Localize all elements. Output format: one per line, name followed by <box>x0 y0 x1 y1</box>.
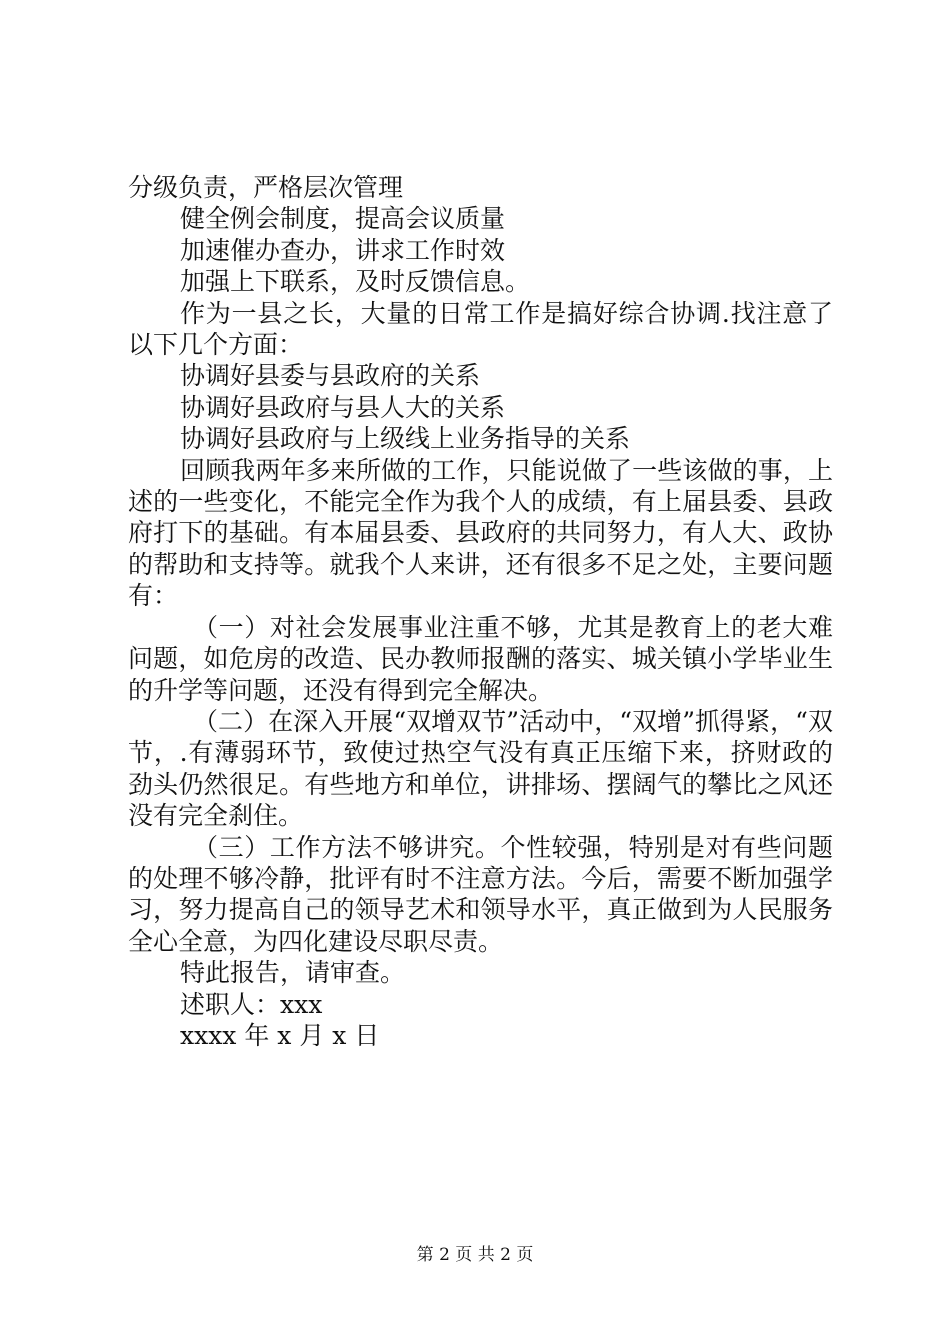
coordination-paragraph: 作为一县之长，大量的日常工作是搞好综合协调.找注意了以下几个方面： <box>128 298 833 360</box>
problem-paragraph-2: （二）在深入开展“双增双节”活动中，“双增”抓得紧，“双节，.有薄弱环节，致使过热空气没有真正压缩下来，挤财政的劲头仍然很足。有些地方和单位，讲排场、摆阔气的攀比之风还没有完全刹住。 <box>128 706 833 831</box>
closing-line: 特此报告，请审查。 <box>180 958 406 988</box>
problem-paragraph-3: （三）工作方法不够讲究。个性较强，特别是对有些问题的处理不够冷静，批评有时不注意方法。今后，需要不断加强学习，努力提高自己的领导艺术和领导水平，真正做到为人民服务全心全意，为四化建设尽职尽责。 <box>128 832 833 956</box>
document-body <box>128 172 833 1051</box>
date-line: xxxx 年 x 月 x 日 <box>180 1020 380 1050</box>
management-line-3: 加速催办查办，讲求工作时效 <box>180 235 506 265</box>
management-line-2: 健全例会制度，提高会议质量 <box>180 204 506 234</box>
coordination-item-2: 协调好县政府与县人大的关系 <box>180 392 506 422</box>
management-line-4: 加强上下联系，及时反馈信息。 <box>180 267 531 297</box>
coordination-item-3: 协调好县政府与上级线上业务指导的关系 <box>180 424 631 454</box>
page-footer: 第 2 页 共 2 页 <box>416 1245 534 1265</box>
problem-paragraph-1: （一）对社会发展事业注重不够，尤其是教育上的老大难问题，如危房的改造、民办教师报酬的落实、城关镇小学毕业生的升学等问题，还没有得到完全解决。 <box>128 612 833 705</box>
management-line-1: 分级负责，严格层次管理 <box>128 173 404 202</box>
coordination-item-1: 协调好县委与县政府的关系 <box>180 361 481 391</box>
review-paragraph: 回顾我两年多来所做的工作，只能说做了一些该做的事，上述的一些变化，不能完全作为我个人的成绩，有上届县委、县政府打下的基础。有本届县委、县政府的共同努力，有人大、政协的帮助和支持等。就我个人来讲，还有很多不足之处，主要问题有： <box>128 455 833 611</box>
signature-line: 述职人：xxx <box>180 989 323 1019</box>
